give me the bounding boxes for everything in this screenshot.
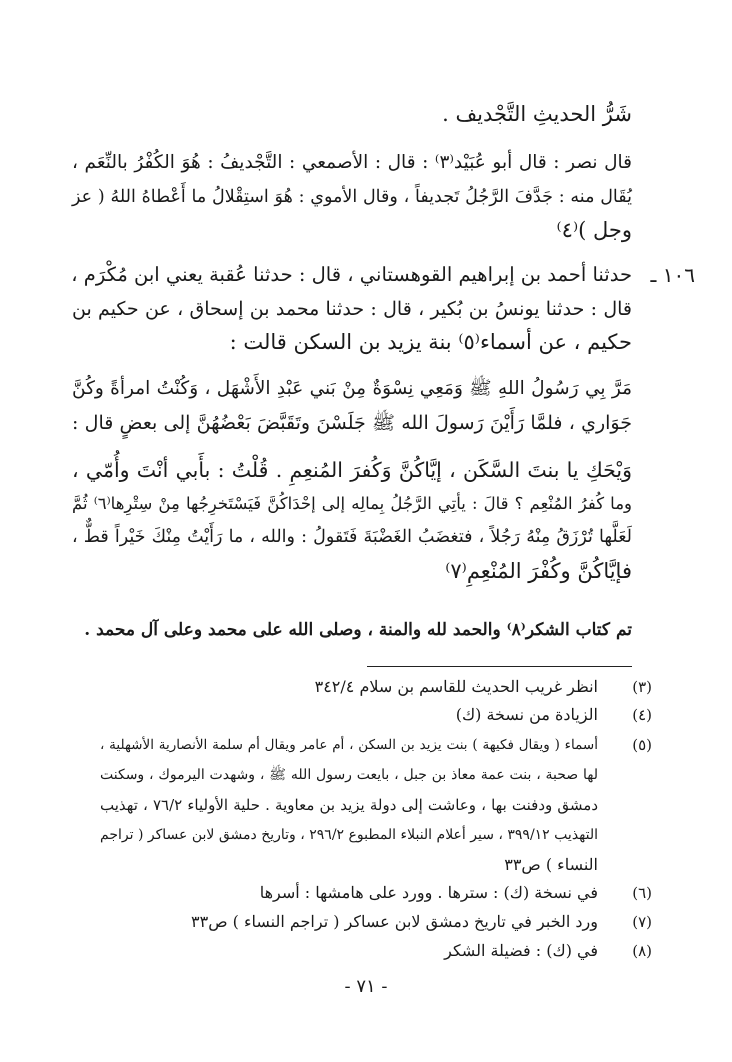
footnote-7-text: ورد الخبر في تاريخ دمشق لابن عساكر ( تراجم النساء ) ص٣٣ bbox=[191, 912, 598, 931]
body-line-10: وَيْحَكِ يا بنتَ السَّكَن ، إيَّاكُنَّ وَكُفرَ المُنعِمِ . قُلْتُ : بأَبي أنْتَ وأُمّي ، bbox=[72, 458, 632, 482]
footnote-6-number: (٦) bbox=[632, 884, 652, 902]
body-line-13: فإيَّاكُنَّ وكُفْرَ المُنْعِمِ⁽٧⁾ bbox=[445, 559, 632, 583]
footnote-4-number: (٤) bbox=[632, 706, 652, 724]
footnote-5-number: (٥) bbox=[632, 736, 652, 754]
body-line-7: حكيم ، عن أسماء⁽٥⁾ بنة يزيد بن السكن قالت : bbox=[229, 330, 632, 354]
body-line-8: مَرَّ بِي رَسُولُ اللهِ ﷺ وَمَعِي نِسْوَةٌ مِنْ بَني عَبْدِ الأَشْهَل ، وَكُنْتُ امرأةً وكُنَّ bbox=[72, 378, 632, 399]
body-line-11: وما كُفرُ المُنْعِم ؟ قالَ : يأتِي الرَّجُلُ بِمالِه إلى إحْدَاكُنَّ فَيَسْتَخرِجُها مِنْ سِتْرِها⁽٦⁾ ثُمَّ bbox=[72, 494, 632, 513]
body-line-1: شَرُّ الحديثِ التَّجْديف . bbox=[442, 102, 632, 126]
footnote-3-number: (٣) bbox=[632, 678, 652, 696]
body-line-12: لَعَلَّها تُرْزَقُ مِنْهُ رَجُلاً ، فتغضَبُ الغَضْبَةَ فَتَقولُ : والله ، ما رَأَيْتُ مِنْكَ خَيْراً قطٌّ ، bbox=[72, 527, 632, 547]
footnote-8-number: (٨) bbox=[632, 942, 652, 960]
body-line-6: قال : حدثنا يونسُ بن بُكير ، قال : حدثنا محمد بن إسحاق ، عن حكيم بن bbox=[72, 298, 632, 320]
body-line-9: جَوَاري ، فلمَّا رَأَيْنَ رَسولَ الله ﷺ جَلَسْنَ وتَقَبَّضَ بَعْضُهُنَّ إلى بعضٍ قال : bbox=[72, 412, 632, 434]
book-closing: تم كتاب الشكر⁽٨⁾ والحمد لله والمنة ، وصلى الله على محمد وعلى آل محمد . bbox=[84, 620, 632, 640]
body-line-5: حدثنا أحمد بن إبراهيم القوهستاني ، قال : حدثنا عُقبة يعني ابن مُكْرَم ، bbox=[71, 263, 632, 286]
footnote-5-line-3: دمشق ودفنت بها ، وعاشت إلى دولة يزيد بن معاوية . حلية الأولياء ٧٦/٢ ، تهذيب bbox=[100, 796, 599, 814]
body-line-4: وجل )⁽٤⁾ bbox=[556, 218, 632, 242]
footnote-5-line-4: التهذيب ٣٩٩/١٢ ، سير أعلام النبلاء المطبوع ٢٩٦/٢ ، وتاريخ دمشق لابن عساكر ( تراجم bbox=[100, 827, 599, 843]
footnote-4-text: الزيادة من نسخة (ك) bbox=[455, 705, 598, 724]
footnote-5-line-2: لها صحبة ، بنت عمة معاذ بن جبل ، بايعت رسول الله ﷺ ، وشهدت اليرموك ، وسكنت bbox=[100, 767, 598, 783]
footnote-5-line-1: أسماء ( ويقال فكيهة ) بنت يزيد بن السكن ، أم عامر ويقال أم سلمة الأنصارية الأشهلية ، bbox=[100, 737, 598, 753]
page-number: - ٧١ - bbox=[344, 976, 388, 997]
footnote-8-text: في (ك) : فضيلة الشكر bbox=[444, 941, 598, 960]
hadith-number: ١٠٦ ـ bbox=[650, 263, 695, 287]
footnote-6-text: في نسخة (ك) : سترها . وورد على هامشها : أسرها bbox=[259, 883, 598, 902]
footnote-separator bbox=[367, 666, 632, 667]
footnote-7-number: (٧) bbox=[632, 913, 652, 931]
footnote-3-text: انظر غريب الحديث للقاسم بن سلام ٣٤٢/٤ bbox=[314, 677, 598, 696]
body-line-3: يُقَال منه : جَدَّفَ الرَّجُلُ تَجديفاً ، وقال الأموي : هُوَ استِقْلالُ ما أَعْطاهُ اللهُ ( عز bbox=[72, 187, 632, 207]
footnote-5-line-5: النساء ) ص٣٣ bbox=[504, 855, 598, 874]
body-line-2: قال نصر : قال أبو عُبَيْد⁽٣⁾ : قال : الأصمعي : التَّجْديفُ : هُوَ الكُفْرُ بالنِّعَم ، bbox=[72, 152, 632, 173]
